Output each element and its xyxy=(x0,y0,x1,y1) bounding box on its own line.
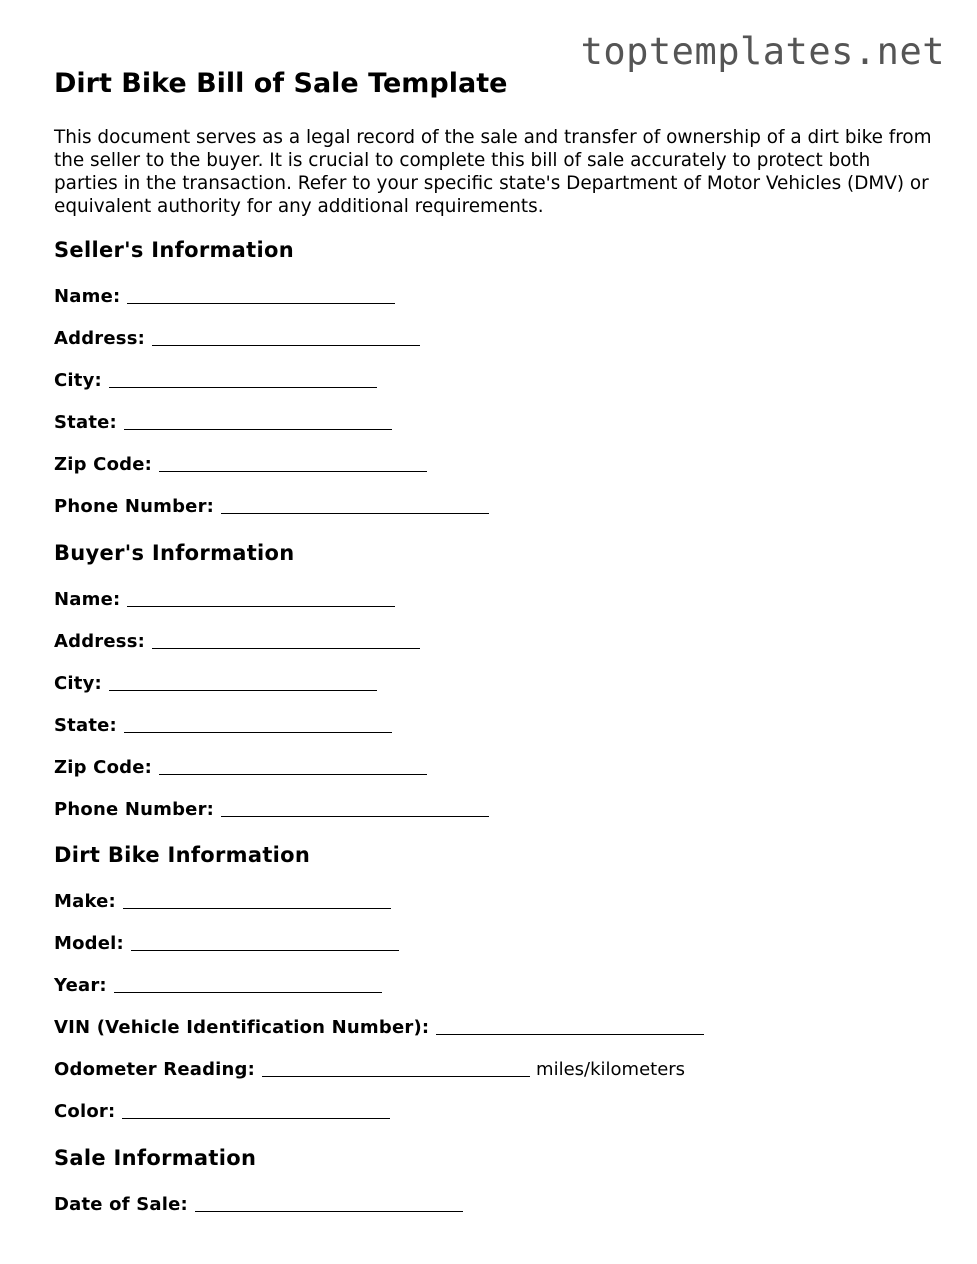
bike-color-field xyxy=(54,1101,390,1122)
bike-make-field xyxy=(54,891,391,912)
buyer-phone-label: Phone Number: xyxy=(54,799,215,820)
sale-date-field xyxy=(54,1194,463,1215)
bike-year-blank[interactable] xyxy=(114,977,382,993)
bike-odometer-field xyxy=(54,1059,685,1080)
bike-odometer-label: Odometer Reading: xyxy=(54,1059,256,1080)
sale-date-blank[interactable] xyxy=(195,1196,463,1212)
seller-address-label: Address: xyxy=(54,328,146,349)
bike-model-field xyxy=(54,933,399,954)
buyer-state-field xyxy=(54,715,392,736)
buyer-zip-field xyxy=(54,757,427,778)
buyer-state-label: State: xyxy=(54,715,117,736)
sale-section-heading: Sale Information xyxy=(54,1146,257,1170)
bike-year-field xyxy=(54,975,382,996)
seller-state-blank[interactable] xyxy=(124,414,392,430)
seller-name-label: Name: xyxy=(54,286,121,307)
seller-city-label: City: xyxy=(54,370,102,391)
seller-address-blank[interactable] xyxy=(152,330,420,346)
seller-name-field xyxy=(54,286,395,307)
seller-name-blank[interactable] xyxy=(127,288,395,304)
seller-phone-label: Phone Number: xyxy=(54,496,215,517)
bike-year-label: Year: xyxy=(54,975,107,996)
seller-address-field xyxy=(54,328,420,349)
seller-phone-field xyxy=(54,496,489,517)
buyer-address-blank[interactable] xyxy=(152,633,420,649)
watermark: toptemplates.net xyxy=(580,30,945,73)
buyer-section-heading: Buyer's Information xyxy=(54,541,295,565)
document-title: Dirt Bike Bill of Sale Template xyxy=(54,68,508,99)
buyer-city-label: City: xyxy=(54,673,102,694)
bike-section-heading: Dirt Bike Information xyxy=(54,843,311,867)
buyer-address-label: Address: xyxy=(54,631,146,652)
buyer-name-label: Name: xyxy=(54,589,121,610)
bike-odometer-unit: miles/kilometers xyxy=(536,1059,686,1080)
bike-model-label: Model: xyxy=(54,933,124,954)
bike-vin-blank[interactable] xyxy=(436,1019,704,1035)
bike-vin-field xyxy=(54,1017,704,1038)
buyer-zip-label: Zip Code: xyxy=(54,757,153,778)
buyer-phone-blank[interactable] xyxy=(221,801,489,817)
seller-phone-blank[interactable] xyxy=(221,498,489,514)
bike-make-label: Make: xyxy=(54,891,116,912)
seller-state-label: State: xyxy=(54,412,117,433)
buyer-address-field xyxy=(54,631,420,652)
buyer-city-field xyxy=(54,673,377,694)
seller-city-blank[interactable] xyxy=(109,372,377,388)
buyer-name-field xyxy=(54,589,395,610)
seller-zip-blank[interactable] xyxy=(159,456,427,472)
bike-make-blank[interactable] xyxy=(123,893,391,909)
bike-vin-label: VIN (Vehicle Identification Number): xyxy=(54,1017,430,1038)
bike-color-label: Color: xyxy=(54,1101,116,1122)
seller-zip-label: Zip Code: xyxy=(54,454,153,475)
intro-paragraph: This document serves as a legal record of the sale and transfer of ownership of a dirt bike from the seller to the buyer. It is crucial to complete this bill of sale accurately to protect both parties in the transaction. Refer to your specific state's Department of Motor Vehicles (DMV) or equivalent authority for any additional requirements. xyxy=(54,127,932,217)
seller-state-field xyxy=(54,412,392,433)
buyer-phone-field xyxy=(54,799,489,820)
buyer-city-blank[interactable] xyxy=(109,675,377,691)
bike-odometer-blank[interactable] xyxy=(262,1061,530,1077)
bike-color-blank[interactable] xyxy=(122,1103,390,1119)
buyer-state-blank[interactable] xyxy=(124,717,392,733)
seller-city-field xyxy=(54,370,377,391)
seller-zip-field xyxy=(54,454,427,475)
bike-model-blank[interactable] xyxy=(131,935,399,951)
sale-date-label: Date of Sale: xyxy=(54,1194,188,1215)
buyer-name-blank[interactable] xyxy=(127,591,395,607)
buyer-zip-blank[interactable] xyxy=(159,759,427,775)
seller-section-heading: Seller's Information xyxy=(54,238,294,262)
